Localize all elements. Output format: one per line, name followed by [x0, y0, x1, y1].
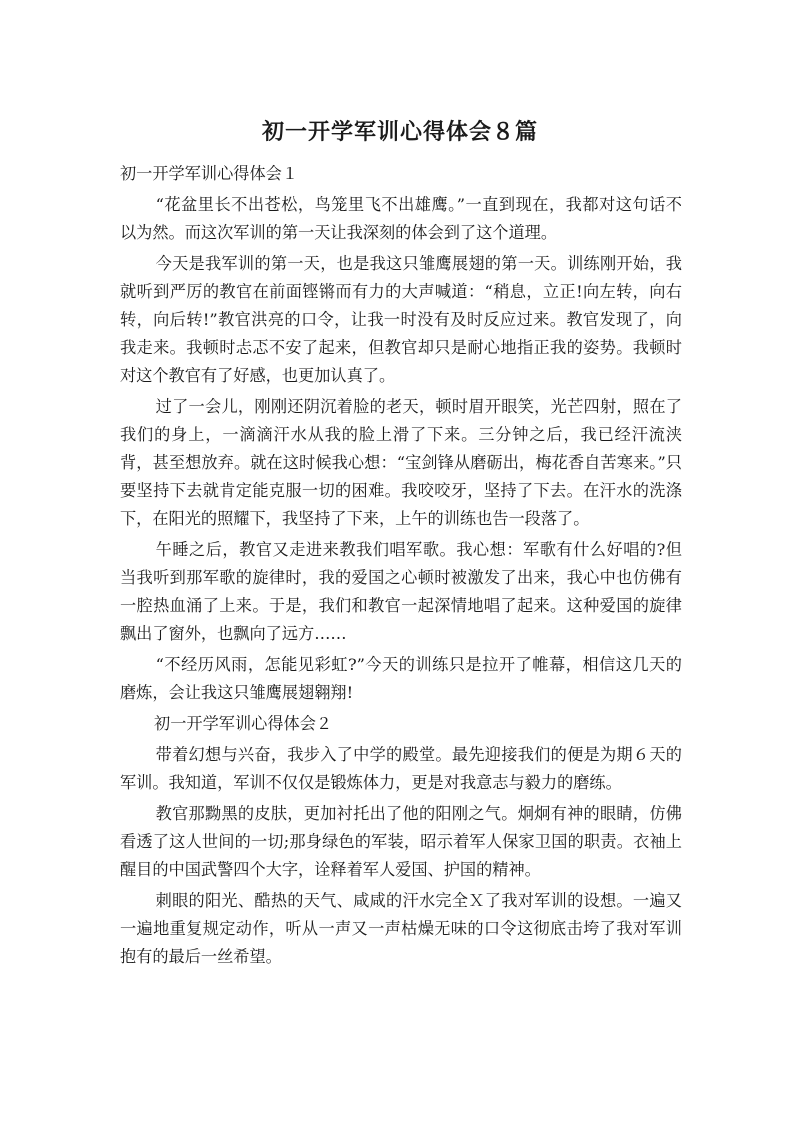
section-heading: 初一开学军训心得体会１	[120, 164, 299, 183]
paragraph: 刺眼的阳光、酷热的天气、咸咸的汗水完全Ｘ了我对军训的设想。一遍又一遍地重复规定动作，听从一声又一声枯燥无味的口令这彻底击垮了我对军训抱有的最后一丝希望。	[120, 891, 682, 966]
section-heading: 初一开学军训心得体会２	[154, 714, 333, 733]
paragraph: “花盆里长不出苍松，鸟笼里飞不出雄鹰。”一直到现在，我都对这句话不以为然。而这次军训的第一天让我深刻的体会到了这个道理。	[120, 195, 682, 242]
paragraph: 今天是我军训的第一天，也是我这只雏鹰展翅的第一天。训练刚开始，我就听到严厉的教官在前面铿锵而有力的大声喊道：“稍息，立正!向左转，向右转，向后转!”教官洪亮的口令，让我一时没有及时反应过来。教官发现了，向我走来。我顿时忐忑不安了起来，但教官却只是耐心地指正我的姿势。我顿时对这个教官有了好感，也更加认真了。	[120, 254, 682, 385]
paragraph: 带着幻想与兴奋，我步入了中学的殿堂。最先迎接我们的便是为期６天的军训。我知道，军训不仅仅是锻炼体力，更是对我意志与毅力的磨练。	[120, 745, 682, 792]
paragraph: 过了一会儿，刚刚还阴沉着脸的老天，顿时眉开眼笑，光芒四射，照在了我们的身上，一滴滴汗水从我的脸上滑了下来。三分钟之后，我已经汗流浃背，甚至想放弃。就在这时候我心想：“宝剑锋从磨砺出，梅花香自苦寒来。”只要坚持下去就肯定能克服一切的困难。我咬咬牙，坚持了下去。在汗水的洗涤下，在阳光的照耀下，我坚持了下来，上午的训练也告一段落了。	[120, 397, 682, 528]
document-body	[120, 160, 682, 974]
paragraph: 教官那黝黑的皮肤，更加衬托出了他的阳刚之气。炯炯有神的眼睛，仿佛看透了这人世间的一切;那身绿色的军装，昭示着军人保家卫国的职责。衣袖上醒目的中国武警四个大字，诠释着军人爱国、护国的精神。	[120, 804, 682, 879]
paragraph: 午睡之后，教官又走进来教我们唱军歌。我心想：军歌有什么好唱的?但当我听到那军歌的旋律时，我的爱国之心顿时被激发了出来，我心中也仿佛有一腔热血涌了上来。于是，我们和教官一起深情地唱了起来。这种爱国的旋律飘出了窗外，也飘向了远方……	[120, 540, 682, 643]
paragraph: “不经历风雨，怎能见彩虹?”今天的训练只是拉开了帷幕，相信这几天的磨炼，会让我这只雏鹰展翅翱翔!	[120, 655, 682, 702]
document-title: 初一开学军训心得体会８篇	[261, 120, 538, 145]
